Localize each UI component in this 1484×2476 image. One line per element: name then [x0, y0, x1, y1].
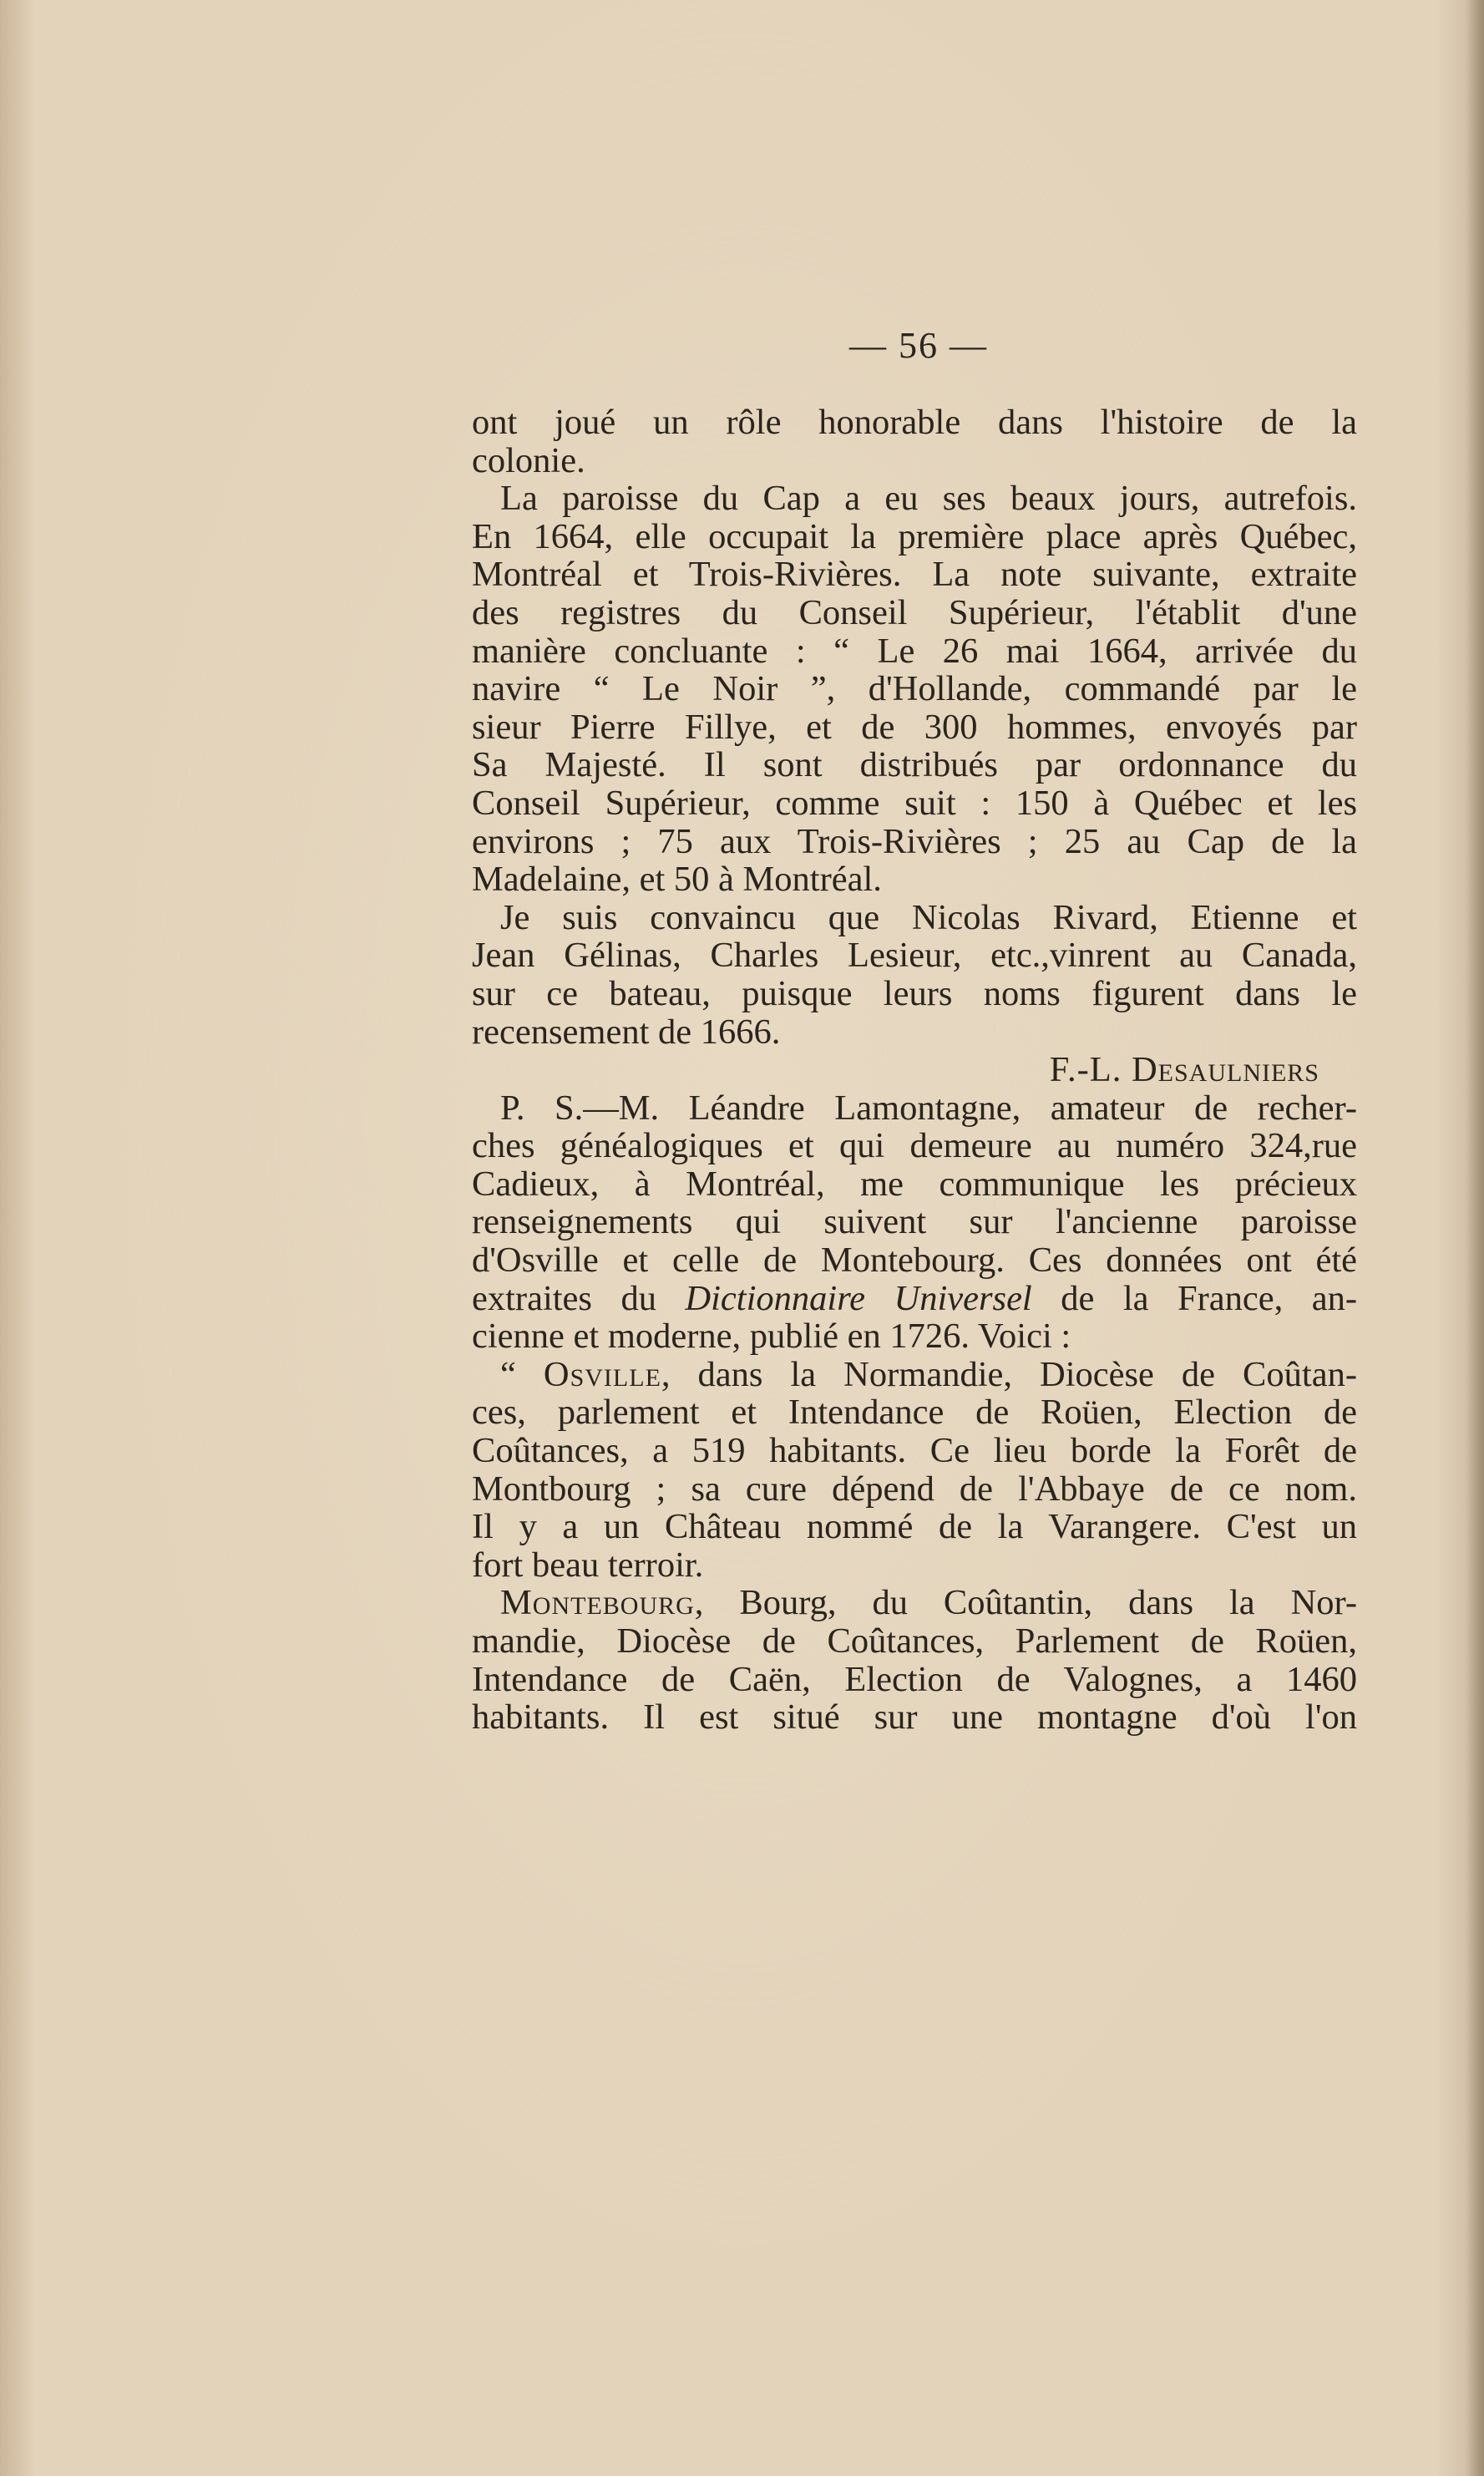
text-line: Conseil Supérieur, comme suit : 150 à Québec et les — [472, 783, 1357, 823]
text-line — [472, 1280, 1357, 1318]
text-line: La paroisse du Cap a eu ses beaux jours, autrefois. — [500, 479, 1357, 519]
text-line: des registres du Conseil Supérieur, l'établit d'une — [472, 592, 1357, 632]
text-line: habitants. Il est situé sur une montagne d'où l'on — [472, 1697, 1357, 1738]
text-line: mandie, Diocèse de Coûtances, Parlement de Roüen, — [472, 1621, 1357, 1661]
page-right-edge — [1466, 0, 1484, 2476]
text-line: Intendance de Caën, Election de Valognes, a 1460 — [472, 1659, 1357, 1699]
text-line: renseignements qui suivent sur l'ancienne paroisse — [472, 1202, 1357, 1242]
text-line: Jean Gélinas, Charles Lesieur, etc.,vinrent au Canada, — [472, 936, 1357, 976]
text-line: recensement de 1666. — [472, 1012, 781, 1052]
open-quote: “ — [500, 1354, 544, 1394]
text-line: Coûtances, a 519 habitants. Ce lieu borde la Forêt de — [472, 1431, 1357, 1471]
text-line — [472, 1584, 1357, 1622]
text-line: colonie. — [472, 440, 585, 480]
text-line: d'Osville et celle de Montebourg. Ces données ont été — [472, 1241, 1357, 1281]
page-number: — 56 — — [849, 325, 988, 366]
text-line: ont joué un rôle honorable dans l'histoire de la — [472, 403, 1357, 442]
text-line: navire “ Le Noir ”, d'Hollande, commandé par le — [472, 669, 1357, 709]
book-title: Dictionnaire Universel — [685, 1278, 1032, 1318]
text-line: sieur Pierre Fillye, et de 300 hommes, envoyés par — [472, 707, 1357, 747]
text-line: Cadieux, à Montréal, me communique les précieux — [472, 1164, 1357, 1204]
text-line: environs ; 75 aux Trois-Rivières ; 25 au Cap de la — [472, 821, 1357, 861]
text-line: cienne et moderne, publié en 1726. Voici : — [472, 1317, 1071, 1357]
text-line: ches généalogiques et qui demeure au numéro 324,rue — [472, 1126, 1357, 1166]
entry-heading-osville: Osville — [543, 1354, 661, 1394]
text-line: Montbourg ; sa cure dépend de l'Abbaye de ce nom. — [472, 1469, 1357, 1509]
text-line: ces, parlement et Intendance de Roüen, Election de — [472, 1393, 1357, 1433]
text-line: manière concluante : “ Le 26 mai 1664, arrivée du — [472, 631, 1357, 671]
text-line: Il y a un Château nommé de la Varangere. C'est un — [472, 1507, 1357, 1547]
text-run: extraites du — [472, 1278, 686, 1318]
text-line: Je suis convaincu que Nicolas Rivard, Etienne et — [500, 897, 1357, 937]
text-line: Madelaine, et 50 à Montréal. — [472, 860, 882, 900]
text-line: sur ce bateau, puisque leurs noms figurent dans le — [472, 973, 1357, 1013]
entry-heading-montebourg: Montebourg — [500, 1583, 695, 1623]
text-line: En 1664, elle occupait la première place après Québec, — [472, 516, 1357, 556]
author-signature: F.-L. Desaulniers — [1049, 1050, 1319, 1090]
text-line: P. S.—M. Léandre Lamontagne, amateur de recher- — [500, 1088, 1357, 1128]
text-line: fort beau terroir. — [472, 1545, 704, 1585]
page-left-edge — [0, 0, 35, 2476]
text-line — [472, 1356, 1357, 1394]
body-text — [472, 403, 1357, 1737]
text-run: , dans la Normandie, Diocèse de Coûtan- — [661, 1354, 1357, 1394]
text-line: Montréal et Trois-Rivières. La note suivante, extraite — [472, 555, 1357, 595]
text-run: de la France, an- — [1031, 1278, 1357, 1318]
text-run: , Bourg, du Coûtantin, dans la Nor- — [694, 1583, 1357, 1623]
text-line: Sa Majesté. Il sont distribués par ordonnance du — [472, 745, 1357, 785]
